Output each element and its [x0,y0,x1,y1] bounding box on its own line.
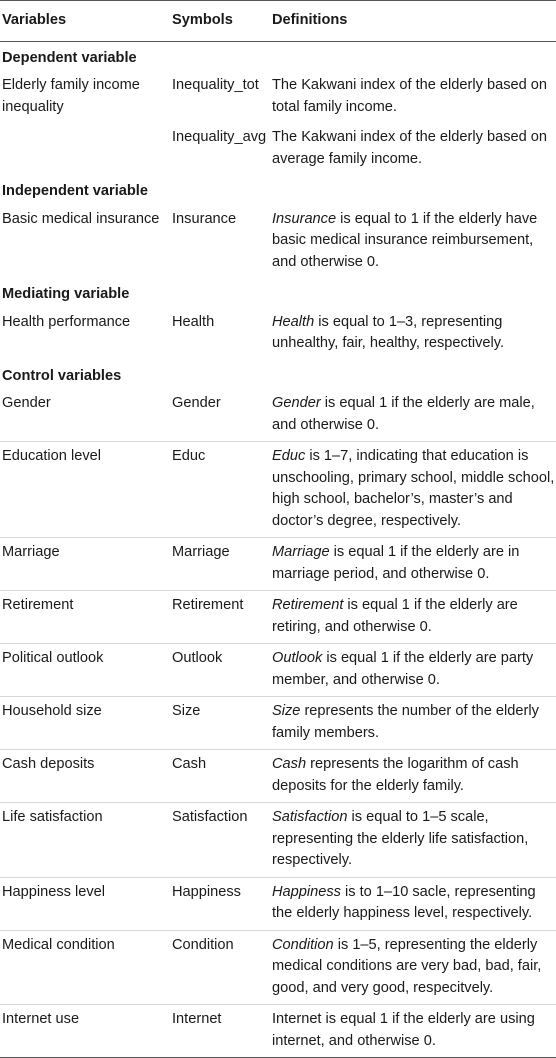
section-header-row [0,41,556,71]
definition-term: Cash [272,756,307,772]
section-title: Independent variable [2,183,148,199]
variable-cell: Internet use [0,1005,166,1058]
definition-cell [266,538,556,591]
table-row [0,750,556,803]
definition-text: is 1–5, representing the elderly medical conditions are very bad, bad, fair, good, and very good, respecitvely. [272,936,542,996]
definition-cell [266,205,556,279]
variable-cell: Medical condition [0,930,166,1005]
symbol-cell: Inequality_avg [172,129,267,145]
header-definitions: Definitions [266,1,556,42]
definition-cell [266,877,556,930]
table-row [0,308,556,360]
section-header-row [0,278,556,308]
section-title: Mediating variable [2,286,130,302]
table-row [0,697,556,750]
definition-text: is equal to 1–5 scale, representing the elderly life satisfaction, respectively. [272,809,529,868]
definition-text: Internet is equal 1 if the elderly are using internet, and otherwise 0. [272,1011,535,1049]
definition-text: is equal 1 if the elderly are male, and otherwise 0. [272,395,535,433]
symbol-cell: Outlook [166,644,266,697]
section-header-row [0,360,556,390]
table-row [0,442,556,538]
definition-term: Satisfaction [272,809,348,825]
definition-term: Educ [272,448,306,464]
definition-term: Health [272,313,315,330]
header-row [0,1,556,42]
definition-cell [266,750,556,803]
definition-cell [266,930,556,1005]
symbol-cell: Health [172,313,215,330]
definition-cell [266,123,556,175]
header-symbols: Symbols [166,1,266,42]
symbol-cell: Satisfaction [166,803,266,878]
table-row [0,538,556,591]
definition-cell [266,1005,556,1058]
table-row [0,803,556,878]
definition-cell [266,697,556,750]
header-variables: Variables [0,1,166,42]
section-title: Dependent variable [2,49,137,66]
table-row [0,389,556,442]
table-row [0,644,556,697]
variable-cell: Gender [0,389,166,442]
definition-text: The Kakwani index of the elderly based on total family income. [272,77,548,115]
definition-text: represents the logarithm of cash deposits for the elderly family. [272,756,519,794]
section-title: Control variables [2,367,122,384]
definition-text: The Kakwani index of the elderly based on average family income. [272,129,548,167]
definition-text: represents the number of the elderly family members. [272,703,539,741]
table-row [0,930,556,1005]
section-header-row [0,175,556,205]
symbol-cell: Size [166,697,266,750]
definition-term: Insurance [272,210,337,227]
symbol-cell: Internet [166,1005,266,1058]
symbol-cell: Educ [166,442,266,538]
definition-cell [266,71,556,123]
definition-cell [266,591,556,644]
definition-text: is equal 1 if the elderly are in marriage period, and otherwise 0. [272,544,520,582]
symbol-cell: Marriage [166,538,266,591]
definition-term: Gender [272,395,321,411]
variable-cell: Cash deposits [0,750,166,803]
definition-text: is equal 1 if the elderly are retiring, and otherwise 0. [272,597,518,635]
variable-cell: Happiness level [0,877,166,930]
variable-cell [0,123,166,175]
variable-cell: Retirement [0,591,166,644]
table-row [0,1005,556,1058]
table-header [0,1,556,42]
table-row [0,591,556,644]
variable-cell: Basic medical insurance [2,210,160,227]
symbol-cell: Condition [166,930,266,1005]
definition-text: is to 1–10 sacle, representing the elderly happiness level, respectively. [272,883,536,921]
symbol-cell: Inequality_tot [172,77,259,93]
definition-cell [266,442,556,538]
variable-cell: Elderly family income inequality [2,77,140,115]
symbol-cell: Cash [166,750,266,803]
definition-term: Happiness [272,883,341,900]
table-row [0,123,556,175]
definition-term: Outlook [272,650,323,666]
variable-cell: Political outlook [0,644,166,697]
definition-cell [266,644,556,697]
definition-term: Condition [272,936,334,953]
definition-text: is equal to 1 if the elderly have basic medical insurance reimbursement, and otherwise 0. [272,210,538,270]
table-body [0,41,556,1058]
symbol-cell: Gender [166,389,266,442]
variable-cell: Life satisfaction [0,803,166,878]
definition-term: Size [272,703,301,719]
variable-cell: Education level [0,442,166,538]
variable-cell: Household size [0,697,166,750]
definition-text: is equal to 1–3, representing unhealthy, fair, healthy, respectively. [272,313,505,351]
table-row [0,205,556,279]
definition-term: Retirement [272,597,344,613]
definition-cell [266,389,556,442]
definition-text: is 1–7, indicating that education is unschooling, primary school, middle school, high school, bachelor’s, master’s and doctor’s degree, respectively. [272,448,555,529]
definition-cell [266,308,556,360]
definition-cell [266,803,556,878]
table-row [0,877,556,930]
table-row [0,71,556,123]
symbol-cell: Happiness [166,877,266,930]
symbol-cell: Insurance [172,210,237,227]
definition-text: is equal 1 if the elderly are party member, and otherwise 0. [272,650,534,688]
symbol-cell: Retirement [166,591,266,644]
definition-term: Marriage [272,544,330,560]
variable-cell: Health performance [2,313,131,330]
variable-cell: Marriage [0,538,166,591]
